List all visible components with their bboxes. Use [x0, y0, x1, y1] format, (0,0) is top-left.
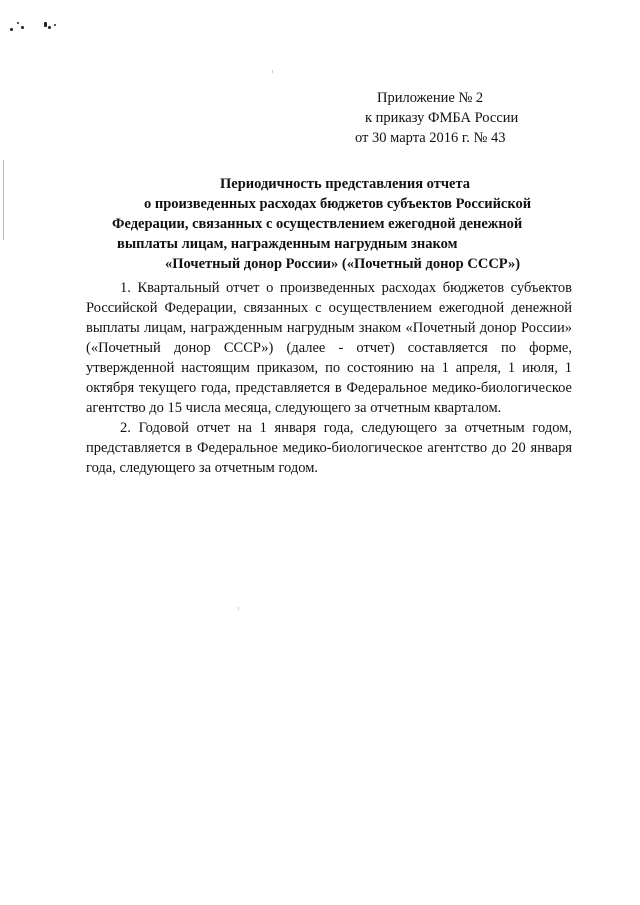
paragraph-1: 1. Квартальный отчет о произведенных расходах бюджетов субъектов Российской Федерации, связанных с осуществлением ежегодной денежной выплаты лицам, награжденным нагрудным знаком «Почетный донор России» («Почетный донор СССР») (далее - отчет) составляется по форме, утвержденной настоящим приказом, по состоянию на 1 апреля, 1 июля, 1 октября текущего года, представляется в Федеральное медико-биологическое агентство до 15 числа месяца, следующего за отчетным кварталом. — [86, 280, 572, 416]
document-title — [100, 174, 570, 274]
title-line: «Почетный донор России» («Почетный донор СССР») — [165, 256, 521, 272]
scan-speck — [44, 22, 47, 27]
title-line: выплаты лицам, награжденным нагрудным знаком — [117, 236, 458, 252]
scan-speck — [21, 26, 24, 29]
scan-speck — [54, 24, 56, 26]
title-line: о произведенных расходах бюджетов субъектов Российской — [144, 196, 532, 212]
annex-order-ref: к приказу ФМБА России — [365, 110, 519, 126]
document-body — [86, 278, 572, 478]
paragraph-2: 2. Годовой отчет на 1 января года, следующего за отчетным годом, представляется в Федеральное медико-биологическое агентство до 20 января года, следующего за отчетным годом. — [86, 420, 572, 476]
annex-order-date: от 30 марта 2016 г. № 43 — [355, 130, 506, 146]
scan-speck — [10, 28, 13, 31]
scan-speck — [17, 22, 19, 24]
annex-header — [355, 88, 545, 148]
scan-mark — [238, 607, 239, 610]
title-line: Периодичность представления отчета — [220, 176, 471, 192]
annex-number: Приложение № 2 — [377, 90, 484, 106]
scan-mark — [272, 70, 273, 73]
scan-edge-line — [3, 160, 4, 240]
scan-speck — [48, 26, 51, 29]
title-line: Федерации, связанных с осуществлением ежегодной денежной — [112, 216, 523, 232]
